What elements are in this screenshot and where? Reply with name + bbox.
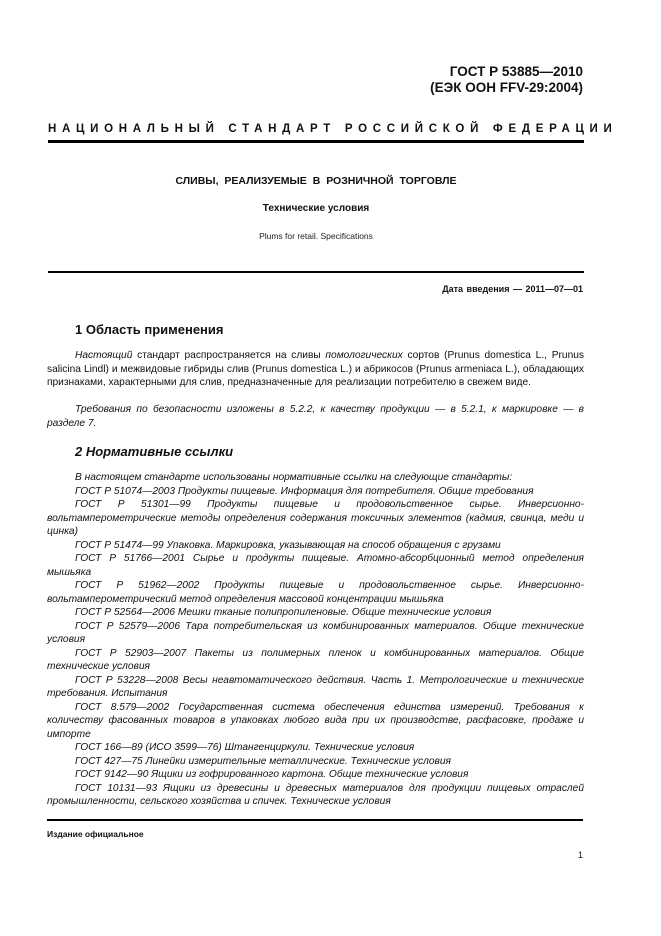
document-subtitle: Технические условия <box>262 203 370 214</box>
references-intro: В настоящем стандарте использованы нормативные ссылки на следующие стандарты: <box>75 472 513 483</box>
reference-item: ГОСТ Р 51474—99 Упаковка. Маркировка, указывающая на способ обращения с грузами <box>75 539 501 551</box>
scope-paragraph: Настоящий стандарт распространяется на сливы помологических сортов (Prunus domestica L., Prunus salicina Lindl) и межвидовые гибриды слив (Prunus domestica L.) и абрикосов (Prunus armeniaca L.), обладающих признаками, характерными для слив, предназначенные для реализации потребителю в свежем виде. <box>47 350 584 388</box>
reference-item: ГОСТ 166—89 (ИСО 3599—76) Штангенциркули. Технические условия <box>75 742 415 753</box>
harmonized-standard: (ЕЭК ООН FFV-29:2004) <box>430 80 583 95</box>
section-heading-normative-references: 2 Нормативные ссылки <box>75 444 234 459</box>
section-heading-scope: 1 Область применения <box>75 322 224 337</box>
reference-item: ГОСТ Р 51962—2002 Продукты пищевые и продовольственное сырье. Инверсионно-вольтамперометрический метод определения массовой концентрации мышьяка <box>47 580 584 605</box>
safety-requirements-paragraph: Требования по безопасности изложены в 5.2.2, к качеству продукции — в 5.2.1, к маркировке — в разделе 7. <box>47 404 584 429</box>
header-rule <box>48 140 584 143</box>
document-id <box>430 64 583 96</box>
reference-item: ГОСТ Р 51766—2001 Сырье и продукты пищевые. Атомно-абсорбционный метод определения мышьяка <box>47 553 584 578</box>
gost-number: ГОСТ Р 53885—2010 <box>449 64 583 79</box>
reference-item: ГОСТ 9142—90 Ящики из гофрированного картона. Общие технические условия <box>75 769 469 780</box>
document-title: СЛИВЫ, РЕАЛИЗУЕМЫЕ В РОЗНИЧНОЙ ТОРГОВЛЕ <box>175 175 457 187</box>
title-rule <box>48 271 584 273</box>
footer-rule <box>47 819 583 821</box>
reference-item: ГОСТ Р 51074—2003 Продукты пищевые. Информация для потребителя. Общие требования <box>75 485 534 497</box>
references-list <box>47 471 584 809</box>
reference-item: ГОСТ 427—75 Линейки измерительные металлические. Технические условия <box>75 755 451 767</box>
english-title: Plums for retail. Specifications <box>259 231 373 241</box>
reference-item: ГОСТ Р 52579—2006 Тара потребительская из комбинированных материалов. Общие технические условия <box>47 620 584 645</box>
reference-item: ГОСТ 8.579—2002 Государственная система обеспечения единства измерений. Требования к количеству фасованных товаров в упаковках любого вида при их производстве, расфасовке, продаже и импорте <box>47 701 584 740</box>
official-edition-label: Издание официальное <box>47 829 144 839</box>
reference-item: ГОСТ Р 51301—99 Продукты пищевые и продовольственное сырье. Инверсионно-вольтамперометрические методы определения содержания токсичных элементов (кадмия, свинца, меди и цинка) <box>47 499 584 537</box>
reference-item: ГОСТ Р 52564—2006 Мешки тканые полипропиленовые. Общие технические условия <box>75 607 492 618</box>
page-number: 1 <box>578 850 584 860</box>
reference-item: ГОСТ Р 53228—2008 Весы неавтоматического действия. Часть 1. Метрологические и технические требования. Испытания <box>47 674 584 699</box>
national-standard-banner: НАЦИОНАЛЬНЫЙ СТАНДАРТ РОССИЙСКОЙ ФЕДЕРАЦИИ <box>48 123 618 135</box>
reference-item: ГОСТ Р 52903—2007 Пакеты из полимерных пленок и комбинированных материалов. Общие технические условия <box>47 647 584 672</box>
reference-item: ГОСТ 10131—93 Ящики из древесины и древесных материалов для продукции пищевых отраслей промышленности, сельского хозяйства и спичек. Технические условия <box>47 782 584 807</box>
introduction-date: Дата введения — 2011—07—01 <box>442 284 583 294</box>
